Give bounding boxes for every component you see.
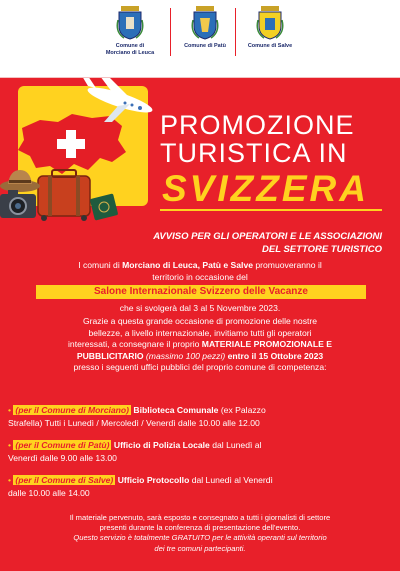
- morciano-crest-icon: [116, 6, 144, 40]
- office-chip-morciano: (per il Comune di Morciano): [15, 405, 130, 415]
- notice-line-2: DEL SETTORE TURISTICO: [262, 244, 382, 255]
- office-name-salve: Ufficio Protocollo: [115, 475, 190, 485]
- invitation-paragraph: [8, 316, 392, 374]
- bullet: •: [8, 405, 12, 415]
- office-chip-salve: (per il Comune di Salve): [15, 475, 114, 485]
- crest-label-morciano-1: Comune di: [115, 43, 145, 49]
- patu-crest-icon: [191, 6, 219, 40]
- office-salve-hours: dalle 10.00 alle 14.00: [8, 488, 90, 498]
- bullet: •: [8, 440, 12, 450]
- suitcase-icon: [38, 170, 90, 221]
- office-morciano-hours: Strafella) Tutti i Lunedì / Mercoledì / Venerdì dalle 10.00 alle 12.00: [8, 418, 260, 428]
- office-rest: dal Lunedì al Venerdì: [189, 475, 273, 485]
- office-rest: dal Lunedì al: [209, 440, 262, 450]
- footer-line-3: Questo servizio è totalmente GRATUITO per le attività operanti sul territorio: [73, 533, 327, 543]
- intro-text: I comuni di: [78, 260, 123, 270]
- invitation-text: Grazie a questa grande occasione di promozione delle nostre: [82, 316, 318, 326]
- footer-note: [8, 513, 392, 554]
- office-name-morciano: Biblioteca Comunale: [131, 405, 219, 415]
- office-rest: (ex Palazzo: [218, 405, 266, 415]
- crest-salve: [225, 6, 315, 50]
- office-patu-hours: Venerdì dalle 9.00 alle 13.00: [8, 453, 117, 463]
- footer-line-4: dei tre comuni partecipanti.: [154, 543, 246, 553]
- material-label-2: PUBBLICITARIO: [76, 350, 144, 361]
- salve-crest-icon: [256, 6, 284, 40]
- crest-label-salve: Comune di Salve: [247, 43, 293, 49]
- title-line-3: SVIZZERA: [162, 168, 369, 209]
- title-underline: [160, 209, 382, 211]
- hero-illustration: [0, 78, 160, 228]
- invitation-text: bellezze, a livello internazionale, invitiamo tutti gli operatori: [88, 327, 312, 338]
- intro-text: territorio in occasione del: [152, 271, 248, 282]
- office-chip-patu: (per il Comune di Patù): [15, 440, 110, 450]
- crest-label-morciano-2: Morciano di Leuca: [105, 50, 155, 56]
- title-line-1: PROMOZIONE: [160, 110, 355, 140]
- intro-towns: Morciano di Leuca, Patù e Salve: [122, 260, 253, 270]
- footer-line-1: Il materiale pervenuto, sarà esposto e consegnato a tutti i giornalisti di settore: [69, 513, 331, 522]
- office-salve: [8, 475, 273, 487]
- header-band: [0, 0, 400, 78]
- office-morciano: [8, 405, 266, 417]
- deadline: entro il 15 Ottobre 2023: [227, 350, 324, 361]
- notice-line-1: AVVISO PER GLI OPERATORI E LE ASSOCIAZIONI: [153, 231, 382, 242]
- camera-icon: [0, 190, 36, 218]
- office-patu: [8, 440, 261, 452]
- title-line-2: TURISTICA IN: [160, 138, 348, 168]
- bullet: •: [8, 475, 12, 485]
- office-name-patu: Ufficio di Polizia Locale: [111, 440, 210, 450]
- invitation-text: presso i seguenti uffici pubblici del proprio comune di competenza:: [73, 362, 327, 373]
- invitation-text: interessati, a consegnare il proprio: [68, 339, 202, 350]
- crest-label-patu: Comune di Patù: [184, 43, 226, 49]
- hero: [0, 78, 400, 228]
- footer-line-2: presenti durante la conferenza di presentazione dell'evento.: [99, 523, 301, 533]
- salone-title: Salone Internazionale Svizzero delle Vacanze: [94, 286, 308, 297]
- material-label: MATERIALE PROMOZIONALE E: [201, 339, 332, 350]
- dates-text: che si svolgerà dal 3 al 5 Novembre 2023.: [119, 303, 281, 313]
- intro-text: promuoveranno il: [253, 260, 322, 270]
- max-pieces: (massimo 100 pezzi): [143, 350, 228, 361]
- intro-paragraph: [8, 260, 392, 283]
